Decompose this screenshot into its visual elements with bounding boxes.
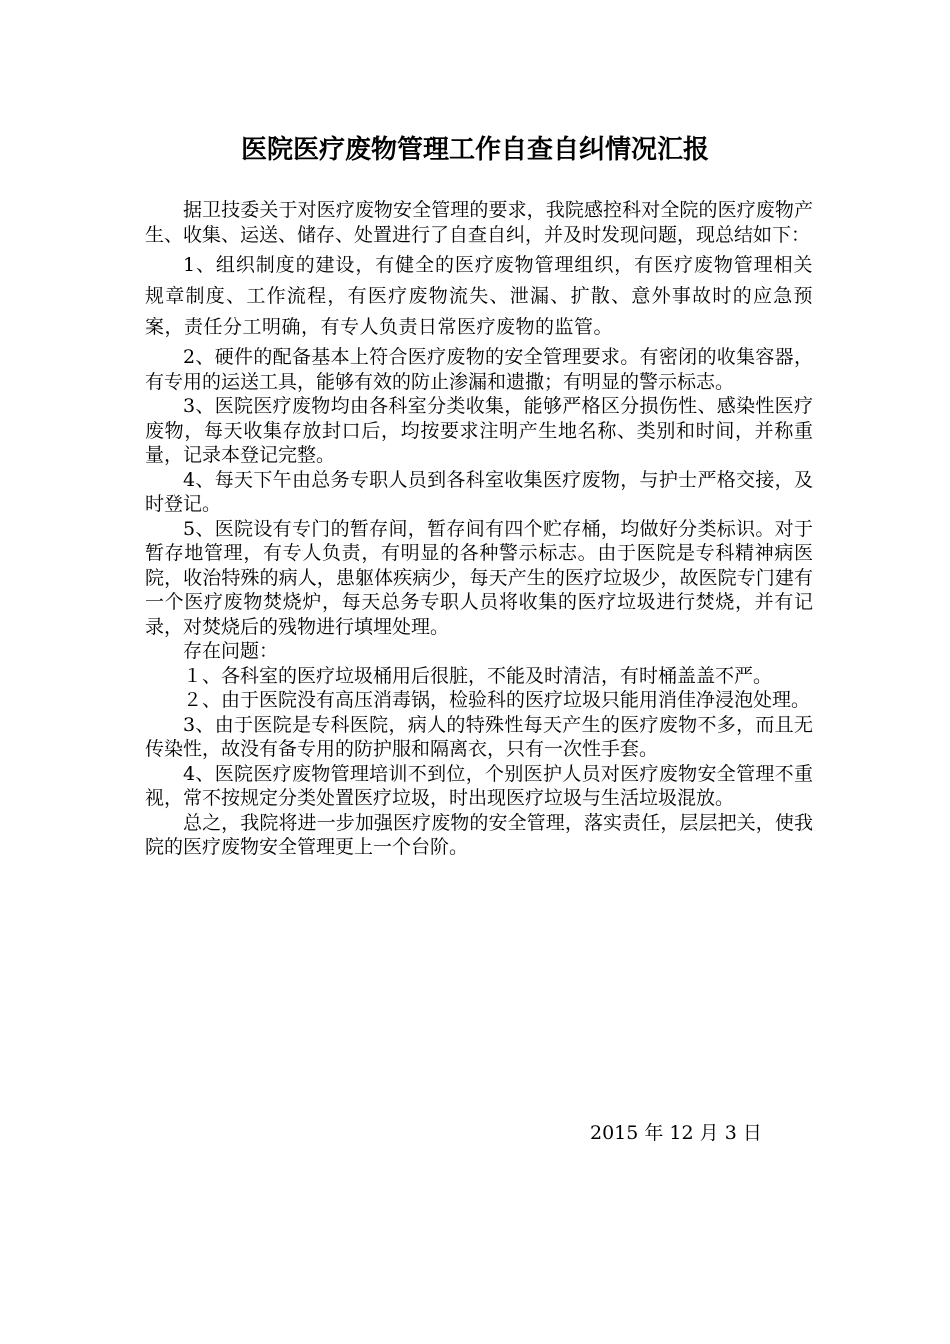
item-3-paragraph: 3、医院医疗废物均由各科室分类收集，能够严格区分损伤性、感染性医疗废物，每天收集存放封口后，均按要求注明产生地名称、类别和时间，并称重量，记录本登记完整。 bbox=[145, 395, 813, 466]
conclusion-paragraph: 总之，我院将进一步加强医疗废物的安全管理，落实责任，层层把关，使我院的医疗废物安全管理更上一个台阶。 bbox=[145, 811, 813, 858]
item-5-paragraph: 5、医院设有专门的暂存间，暂存间有四个贮存桶，均做好分类标识。对于暂存地管理，有专人负责，有明显的各种警示标志。由于医院是专科精神病医院，收治特殊的病人，患躯体疾病少，每天产生的医疗垃圾少，故医院专门建有一个医疗废物焚烧炉，每天总务专职人员将收集的医疗垃圾进行焚烧，并有记录，对焚烧后的残物进行填埋处理。 bbox=[145, 517, 813, 638]
document-title: 医院医疗废物管理工作自查自纠情况汇报 bbox=[240, 135, 709, 165]
item-4-paragraph: 4、每天下午由总务专职人员到各科室收集医疗废物，与护士严格交接，及时登记。 bbox=[145, 468, 813, 515]
issue-3-paragraph: 3、由于医院是专科医院，病人的特殊性每天产生的医疗废物不多，而且无传染性，故没有备专用的防护服和隔离衣，只有一次性手套。 bbox=[145, 713, 813, 760]
issue-4-paragraph: 4、医院医疗废物管理培训不到位，个别医护人员对医疗废物安全管理不重视，常不按规定分类处置医疗垃圾，时出现医疗垃圾与生活垃圾混放。 bbox=[145, 762, 813, 809]
intro-paragraph: 据卫技委关于对医疗废物安全管理的要求，我院感控科对全院的医疗废物产生、收集、运送、储存、处置进行了自查自纠，并及时发现问题，现总结如下： bbox=[145, 199, 813, 246]
document-body bbox=[145, 198, 813, 860]
document-date: 2015 年 12 月 3 日 bbox=[590, 1122, 762, 1144]
issue-2-paragraph: ２、由于医院没有高压消毒锅，检验科的医疗垃圾只能用消佳净浸泡处理。 bbox=[183, 689, 811, 711]
issue-1-paragraph: １、各科室的医疗垃圾桶用后很脏，不能及时清洁，有时桶盖盖不严。 bbox=[183, 664, 773, 687]
item-1-paragraph: 1、组织制度的建设，有健全的医疗废物管理组织，有医疗废物管理相关规章制度、工作流程，有医疗废物流失、泄漏、扩散、意外事故时的应急预案，责任分工明确，有专人负责日常医疗废物的监管。 bbox=[145, 254, 813, 338]
issues-heading: 存在问题： bbox=[183, 640, 279, 662]
item-2-paragraph: 2、硬件的配备基本上符合医疗废物的安全管理要求。有密闭的收集容器，有专用的运送工具，能够有效的防止渗漏和遗撒；有明显的警示标志。 bbox=[145, 346, 813, 393]
